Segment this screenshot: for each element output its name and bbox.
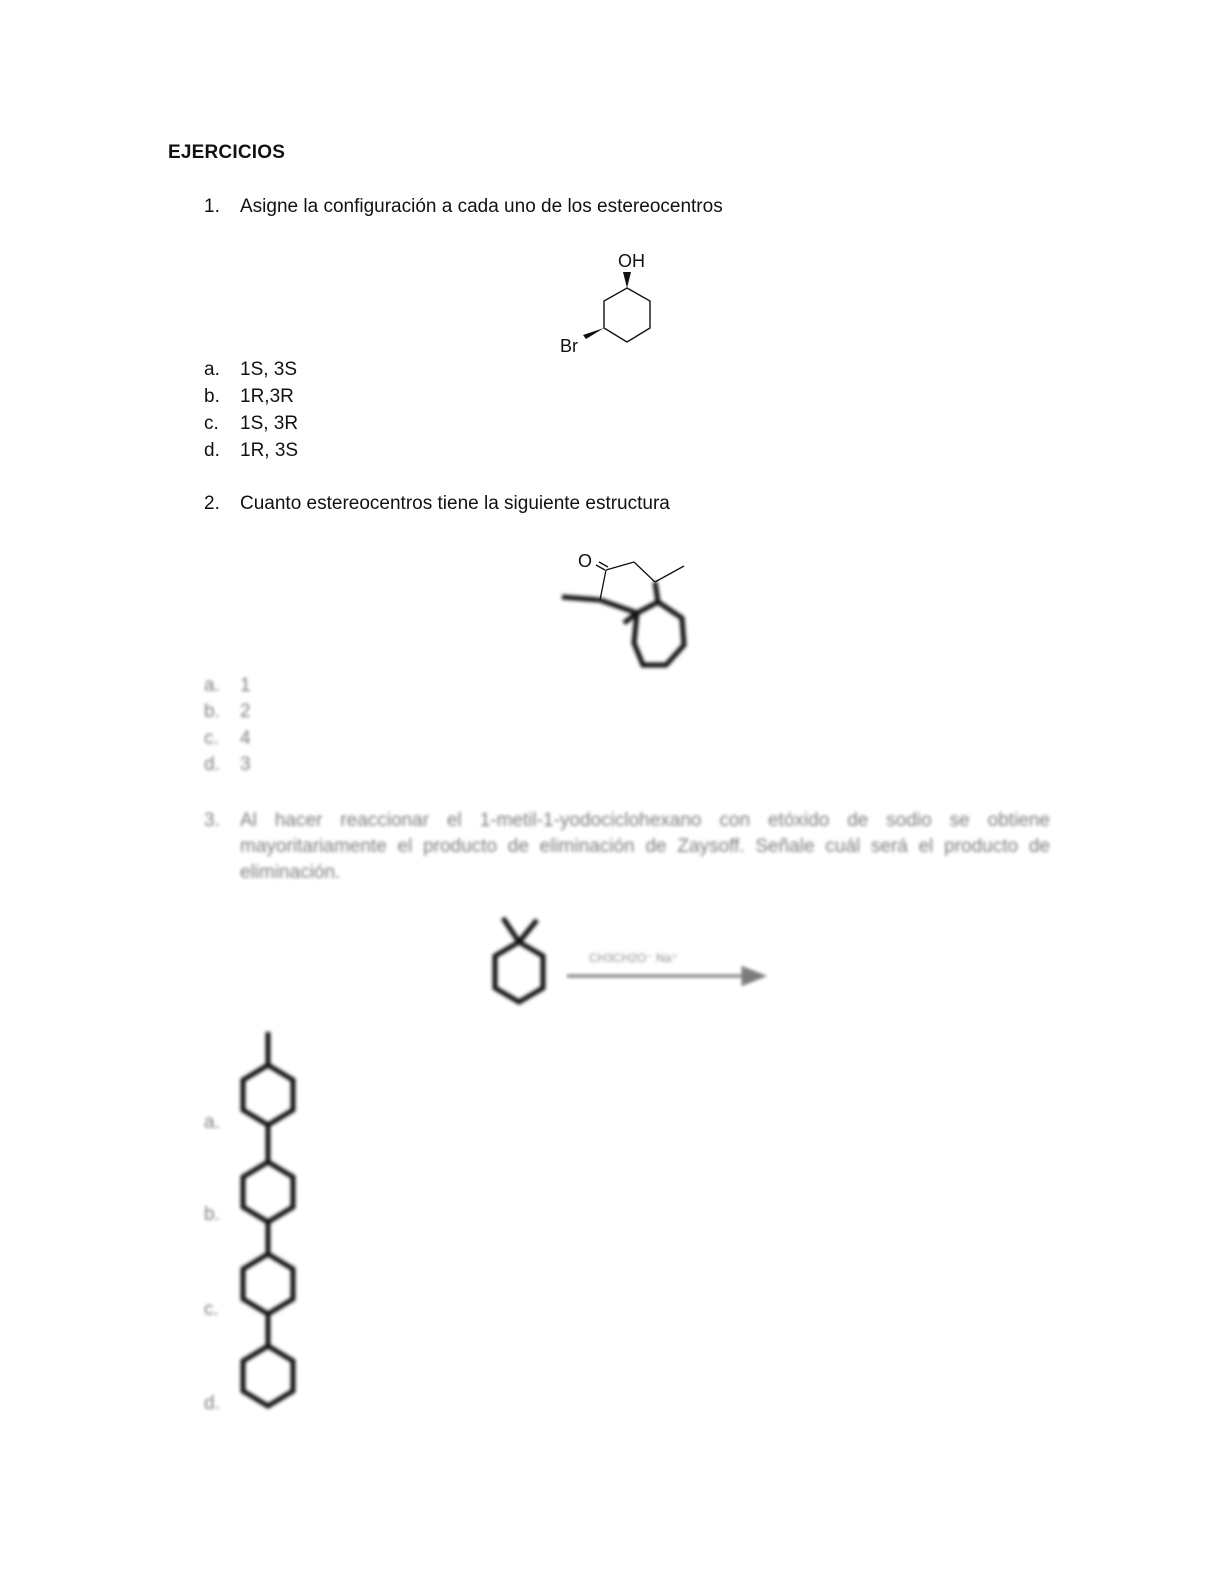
structure-3-bromocyclohexanol [550,248,670,358]
q1-option-b-text: 1R,3R [240,386,294,407]
q2-option-b[interactable] [204,701,251,723]
q2-option-c-text: 4 [240,728,251,749]
q1-option-d-text: 1R, 3S [240,440,299,461]
q3-option-c-letter: c. [204,1299,219,1320]
question-1-number: 1. [204,196,220,217]
question-3-number: 3. [204,810,220,831]
q1-option-d-letter: d. [204,440,220,461]
q2-option-c[interactable] [204,728,251,750]
reaction-scheme [485,910,775,1010]
q2-option-d-text: 3 [240,754,251,775]
question-3 [204,808,1050,886]
structure-bicyclic-ketone [550,545,700,675]
q1-option-a-letter: a. [204,359,220,380]
q2-option-c-letter: c. [204,728,219,749]
q1-option-b[interactable] [204,386,294,408]
q2-option-b-text: 2 [240,701,251,722]
question-3-text: Al hacer reaccionar el 1-metil-1-yodociclohexano con etóxido de sodio se obtiene mayoritariamente el producto de eliminación de Zaysoff. Señale cuál será el producto de eliminación. [240,810,1050,883]
question-1-text: Asigne la configuración a cada uno de los estereocentros [240,196,723,217]
o-label: O [578,551,593,571]
q2-option-a[interactable] [204,675,251,697]
question-1 [204,196,723,218]
q2-option-a-letter: a. [204,675,220,696]
br-label: Br [560,336,578,356]
q3-option-b-letter: b. [204,1204,220,1225]
q1-option-d[interactable] [204,440,298,462]
q3-option-a-letter: a. [204,1112,220,1133]
question-2-number: 2. [204,493,220,514]
q1-option-a-text: 1S, 3S [240,359,298,380]
q1-option-c-letter: c. [204,413,219,434]
q2-option-d[interactable] [204,754,251,776]
q3-option-structures [225,1030,325,1415]
question-2 [204,493,670,515]
q1-option-c[interactable] [204,413,298,435]
q1-option-b-letter: b. [204,386,220,407]
q2-option-d-letter: d. [204,754,220,775]
oh-label: OH [618,251,645,271]
page-heading: EJERCICIOS [168,142,286,163]
q1-option-a[interactable] [204,359,297,381]
q1-option-c-text: 1S, 3R [240,413,299,434]
question-2-text: Cuanto estereocentros tiene la siguiente estructura [240,493,670,514]
q2-option-a-text: 1 [240,675,251,696]
q2-option-b-letter: b. [204,701,220,722]
q3-option-d-letter: d. [204,1393,220,1414]
reagent-label: CH3CH2O⁻ Na⁺ [589,951,678,965]
